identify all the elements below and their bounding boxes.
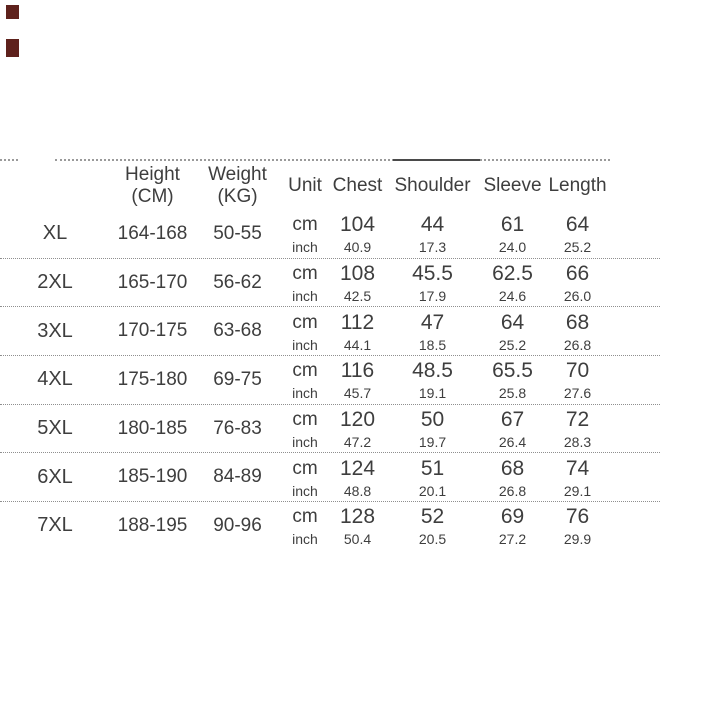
length-cm-value: 72 (565, 408, 590, 432)
col-header-weight-label: Weight (208, 163, 267, 185)
weight-range: 50-55 (213, 222, 262, 244)
chest-cm-value: 128 (339, 505, 376, 529)
length-cm-value: 76 (565, 505, 590, 529)
sleeve-cm-value: 67 (500, 408, 525, 432)
sleeve-cell (480, 356, 545, 405)
shoulder-cm-value: 44 (420, 213, 445, 237)
table-row-5xl (0, 405, 660, 454)
unit-cell (280, 404, 330, 453)
chest-cell (330, 453, 385, 502)
unit-cell (280, 258, 330, 307)
unit-cell (280, 356, 330, 405)
table-row-xl (0, 210, 660, 259)
chest-cell (330, 404, 385, 453)
shoulder-cm-value: 48.5 (412, 359, 453, 383)
chest-cell (330, 356, 385, 405)
weight-range: 90-96 (213, 514, 262, 536)
unit-inch-label: inch (292, 336, 318, 353)
shoulder-cell (385, 307, 480, 356)
chest-cell (330, 210, 385, 259)
unit-cm-label: cm (292, 360, 318, 382)
size-chart-table (0, 161, 660, 550)
shoulder-cm-value: 45.5 (412, 262, 453, 286)
table-row-4xl (0, 356, 660, 405)
shoulder-cell (385, 404, 480, 453)
sleeve-cell (480, 502, 545, 551)
chest-cm-value: 104 (339, 213, 376, 237)
chest-cell (330, 502, 385, 551)
table-row-6xl (0, 453, 660, 502)
chest-cm-value: 116 (340, 359, 375, 383)
shoulder-cm-value: 47 (420, 310, 445, 334)
sleeve-inch-value: 25.8 (498, 385, 527, 402)
chest-inch-value: 40.9 (343, 239, 372, 256)
shoulder-cell (385, 502, 480, 551)
height-range: 170-175 (117, 320, 188, 342)
chest-inch-value: 50.4 (343, 531, 372, 548)
length-cm-value: 68 (565, 310, 590, 334)
height-range: 185-190 (117, 466, 188, 488)
shoulder-inch-value: 19.7 (418, 434, 447, 451)
chest-inch-value: 47.2 (343, 434, 372, 451)
size-label: XL (42, 222, 68, 245)
shoulder-cell (385, 210, 480, 259)
sleeve-inch-value: 26.4 (498, 434, 527, 451)
sleeve-cell (480, 307, 545, 356)
unit-cm-label: cm (292, 506, 318, 528)
unit-inch-label: inch (292, 385, 318, 402)
unit-inch-label: inch (292, 239, 318, 256)
length-inch-value: 29.1 (563, 482, 592, 499)
unit-cell (280, 307, 330, 356)
shoulder-cell (385, 258, 480, 307)
shoulder-cm-value: 51 (420, 456, 445, 480)
table-header-row (0, 161, 660, 210)
col-header-height-label: Height (125, 163, 180, 185)
weight-range: 84-89 (213, 466, 262, 488)
col-header-length: Length (548, 174, 607, 196)
sleeve-inch-value: 24.0 (498, 239, 527, 256)
chest-cm-value: 108 (339, 262, 376, 286)
chest-cell (330, 307, 385, 356)
shoulder-cell (385, 453, 480, 502)
length-inch-value: 28.3 (563, 434, 592, 451)
height-range: 165-170 (117, 271, 188, 293)
unit-cm-label: cm (292, 214, 318, 236)
unit-cm-label: cm (292, 311, 318, 333)
length-cm-value: 70 (565, 359, 590, 383)
size-label: 3XL (37, 319, 73, 342)
table-row-2xl (0, 259, 660, 308)
unit-cell (280, 210, 330, 259)
col-header-height (110, 164, 195, 208)
length-cell (545, 502, 610, 551)
length-inch-value: 29.9 (563, 531, 592, 548)
size-label: 5XL (37, 417, 73, 440)
sleeve-cm-value: 61 (500, 213, 525, 237)
corner-mark-bottom (6, 39, 19, 57)
sleeve-inch-value: 25.2 (498, 336, 527, 353)
sleeve-cell (480, 258, 545, 307)
chest-cell (330, 258, 385, 307)
length-inch-value: 25.2 (563, 239, 592, 256)
length-inch-value: 26.0 (563, 288, 592, 305)
sleeve-cell (480, 453, 545, 502)
sleeve-cm-value: 68 (500, 456, 525, 480)
col-header-weight (195, 164, 280, 208)
unit-cm-label: cm (292, 409, 318, 431)
unit-cm-label: cm (292, 263, 318, 285)
col-header-chest: Chest (332, 174, 383, 196)
col-header-weight-unit: (KG) (217, 185, 258, 207)
length-inch-value: 27.6 (563, 385, 592, 402)
sleeve-cm-value: 64 (500, 310, 525, 334)
sleeve-cell (480, 404, 545, 453)
sleeve-cm-value: 62.5 (492, 262, 533, 286)
shoulder-inch-value: 18.5 (418, 336, 447, 353)
length-cell (545, 210, 610, 259)
chest-cm-value: 112 (340, 310, 375, 334)
length-cell (545, 404, 610, 453)
table-row-7xl (0, 502, 660, 550)
length-cm-value: 74 (565, 456, 590, 480)
unit-cell (280, 453, 330, 502)
chest-inch-value: 45.7 (343, 385, 372, 402)
table-row-3xl (0, 307, 660, 356)
unit-inch-label: inch (292, 531, 318, 548)
size-label: 7XL (37, 514, 73, 537)
length-inch-value: 26.8 (563, 336, 592, 353)
weight-range: 63-68 (213, 320, 262, 342)
corner-mark-top (6, 5, 19, 19)
shoulder-cm-value: 52 (420, 505, 445, 529)
sleeve-cm-value: 65.5 (492, 359, 533, 383)
unit-cm-label: cm (292, 457, 318, 479)
height-range: 188-195 (117, 514, 188, 536)
size-label: 2XL (37, 271, 73, 294)
col-header-sleeve: Sleeve (483, 174, 542, 196)
shoulder-inch-value: 17.9 (418, 288, 447, 305)
height-range: 180-185 (117, 417, 188, 439)
unit-inch-label: inch (292, 434, 318, 451)
length-cell (545, 356, 610, 405)
shoulder-inch-value: 20.1 (418, 482, 447, 499)
weight-range: 56-62 (213, 271, 262, 293)
sleeve-cell (480, 210, 545, 259)
chest-inch-value: 48.8 (343, 482, 372, 499)
size-label: 6XL (37, 465, 73, 488)
height-range: 164-168 (117, 222, 188, 244)
length-cell (545, 258, 610, 307)
length-cell (545, 453, 610, 502)
sleeve-inch-value: 24.6 (498, 288, 527, 305)
chest-inch-value: 44.1 (343, 336, 372, 353)
unit-inch-label: inch (292, 482, 318, 499)
length-cm-value: 64 (565, 213, 590, 237)
height-range: 175-180 (117, 368, 188, 390)
shoulder-inch-value: 20.5 (418, 531, 447, 548)
weight-range: 69-75 (213, 368, 262, 390)
col-header-unit: Unit (288, 174, 322, 196)
sleeve-inch-value: 26.8 (498, 482, 527, 499)
shoulder-inch-value: 19.1 (418, 385, 447, 402)
chest-inch-value: 42.5 (343, 288, 372, 305)
chest-cm-value: 120 (339, 408, 376, 432)
col-header-height-unit: (CM) (131, 185, 174, 207)
length-cm-value: 66 (565, 262, 590, 286)
sleeve-inch-value: 27.2 (498, 531, 527, 548)
unit-cell (280, 502, 330, 551)
shoulder-cm-value: 50 (420, 408, 445, 432)
col-header-shoulder: Shoulder (394, 174, 471, 196)
weight-range: 76-83 (213, 417, 262, 439)
shoulder-cell (385, 356, 480, 405)
shoulder-inch-value: 17.3 (418, 239, 447, 256)
sleeve-cm-value: 69 (500, 505, 525, 529)
chest-cm-value: 124 (339, 456, 376, 480)
length-cell (545, 307, 610, 356)
size-label: 4XL (37, 368, 73, 391)
unit-inch-label: inch (292, 288, 318, 305)
